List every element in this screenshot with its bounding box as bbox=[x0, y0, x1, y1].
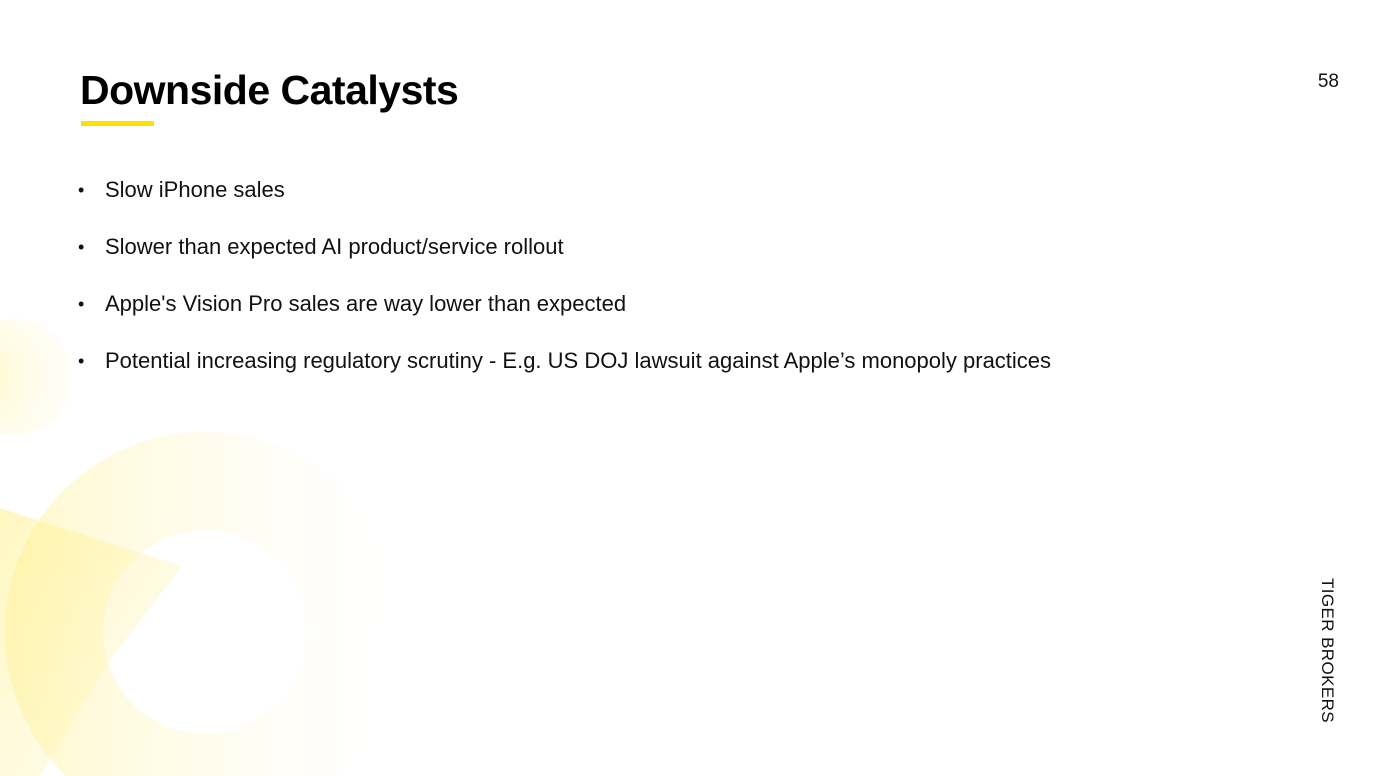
list-item-text: Apple's Vision Pro sales are way lower than expected bbox=[105, 291, 627, 316]
decor-circle bbox=[0, 319, 72, 435]
title-accent-underline bbox=[81, 121, 154, 126]
brand-label: TIGER BROKERS bbox=[1318, 578, 1337, 724]
list-item-text: Slower than expected AI product/service rollout bbox=[105, 234, 564, 259]
bullet-marker: • bbox=[78, 351, 85, 371]
decor-wedge bbox=[0, 508, 182, 776]
list-item-text: Potential increasing regulatory scrutiny - E.g. US DOJ lawsuit against Apple’s monopoly practices bbox=[105, 348, 1052, 373]
bullet-marker: • bbox=[78, 237, 85, 257]
slide-title: Downside Catalysts bbox=[80, 67, 459, 113]
page-number: 58 bbox=[1317, 71, 1339, 92]
bullet-marker: • bbox=[78, 294, 85, 314]
decor-ring bbox=[5, 432, 405, 776]
bullet-marker: • bbox=[78, 180, 85, 200]
list-item-text: Slow iPhone sales bbox=[105, 177, 285, 202]
